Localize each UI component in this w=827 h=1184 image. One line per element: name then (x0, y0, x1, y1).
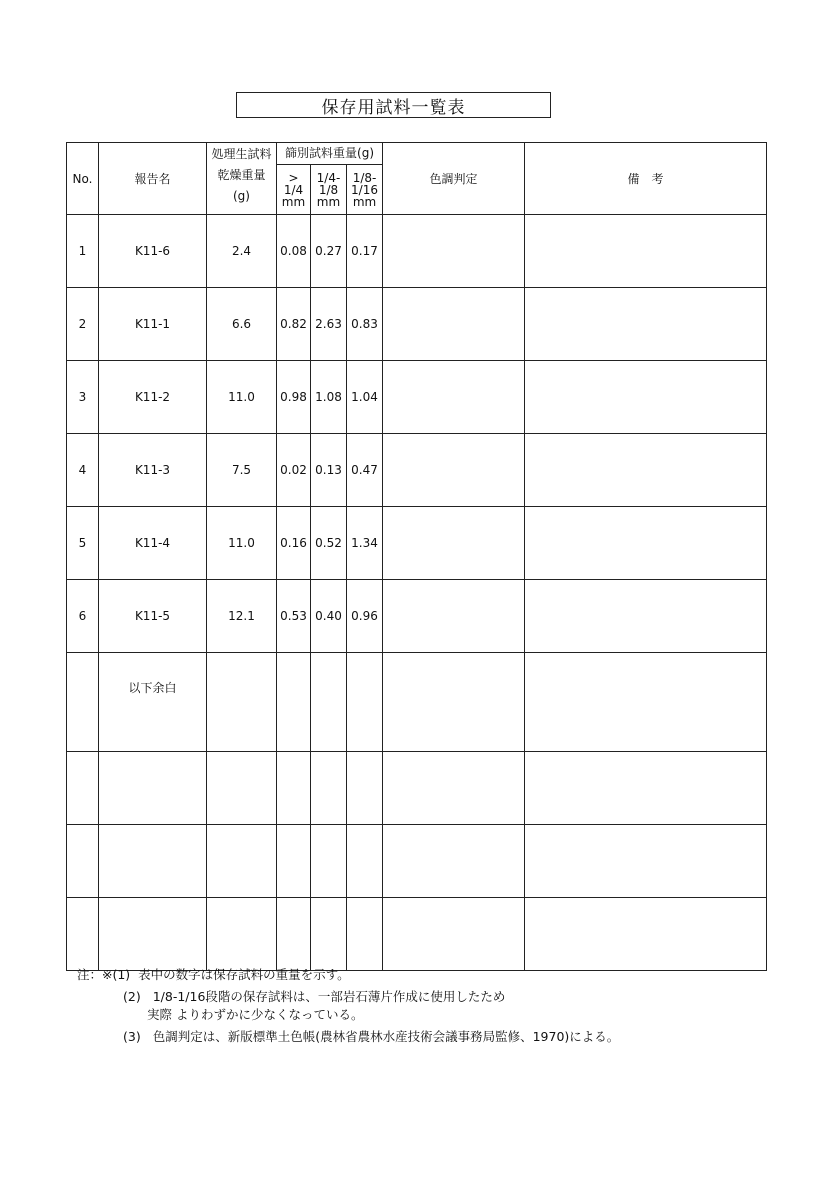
cell-no: 2 (67, 288, 99, 361)
cell-no: 3 (67, 361, 99, 434)
cell-no: 1 (67, 215, 99, 288)
cell-remarks (525, 898, 767, 971)
cell-sieve-3: 1.34 (347, 507, 383, 580)
title-text: 保存用試料一覧表 (321, 97, 466, 118)
cell-color (383, 215, 525, 288)
header-dry-weight-line3: (g) (233, 189, 250, 203)
cell-color (383, 507, 525, 580)
table-row (67, 361, 767, 434)
header-sieve-weight: 篩別試料重量(g) (277, 143, 383, 165)
header-sieve-col3 (347, 165, 383, 215)
cell-sieve-3: 0.83 (347, 288, 383, 361)
sieve-col1-line3: mm (281, 194, 306, 209)
cell-sieve-2: 0.40 (311, 580, 347, 653)
cell-sieve-2: 2.63 (311, 288, 347, 361)
note-2-number: (2) (123, 989, 141, 1004)
cell-sieve-1 (277, 825, 311, 898)
cell-report-name: K11-3 (99, 434, 207, 507)
cell-no (67, 825, 99, 898)
cell-sieve-1: 0.82 (277, 288, 311, 361)
cell-remarks (525, 361, 767, 434)
cell-remarks (525, 580, 767, 653)
cell-sieve-2 (311, 898, 347, 971)
notes-section (77, 966, 797, 1046)
cell-no: 5 (67, 507, 99, 580)
cell-color (383, 653, 525, 752)
sample-table (66, 142, 767, 971)
cell-color (383, 434, 525, 507)
sieve-col1-line1: > (288, 170, 299, 185)
cell-color (383, 361, 525, 434)
cell-no (67, 653, 99, 752)
note-1 (77, 966, 797, 984)
cell-sieve-1 (277, 653, 311, 752)
sieve-col3-line2: 1/16 (351, 182, 378, 197)
cell-sieve-2: 0.52 (311, 507, 347, 580)
cell-sieve-3: 0.17 (347, 215, 383, 288)
sieve-col3-line3: mm (352, 194, 377, 209)
cell-sieve-1 (277, 752, 311, 825)
cell-report-name: K11-4 (99, 507, 207, 580)
cell-sieve-3: 1.04 (347, 361, 383, 434)
cell-color (383, 752, 525, 825)
table-row (67, 825, 767, 898)
table-row (67, 215, 767, 288)
cell-report-name (99, 825, 207, 898)
cell-sieve-3: 0.96 (347, 580, 383, 653)
sieve-col3-line1: 1/8- (352, 170, 377, 185)
cell-report-name (99, 752, 207, 825)
cell-dry-weight (207, 898, 277, 971)
cell-color (383, 825, 525, 898)
table-row (67, 898, 767, 971)
cell-remarks (525, 434, 767, 507)
cell-no (67, 898, 99, 971)
cell-color (383, 580, 525, 653)
cell-sieve-2: 0.13 (311, 434, 347, 507)
cell-sieve-3 (347, 653, 383, 752)
header-sieve-col2 (311, 165, 347, 215)
cell-remarks (525, 288, 767, 361)
note-3 (77, 1028, 797, 1046)
cell-sieve-1: 0.16 (277, 507, 311, 580)
table-row (67, 288, 767, 361)
cell-dry-weight: 11.0 (207, 507, 277, 580)
table-row (67, 434, 767, 507)
header-dry-weight (207, 143, 277, 215)
cell-no (67, 752, 99, 825)
cell-dry-weight: 11.0 (207, 361, 277, 434)
note-2-line2: 実際 よりわずかに少なくなっている。 (147, 1007, 364, 1022)
note-2-continuation (77, 1006, 797, 1024)
cell-remarks (525, 752, 767, 825)
cell-remarks (525, 653, 767, 752)
header-dry-weight-line2: 乾燥重量 (217, 168, 266, 182)
header-remarks: 備 考 (525, 143, 767, 215)
table-row (67, 752, 767, 825)
table-row (67, 507, 767, 580)
cell-report-name: K11-2 (99, 361, 207, 434)
note-3-number: (3) (123, 1029, 141, 1044)
cell-sieve-1: 0.02 (277, 434, 311, 507)
sieve-col2-line1: 1/4- (316, 170, 341, 185)
cell-color (383, 898, 525, 971)
sieve-col2-line2: 1/8 (318, 182, 339, 197)
cell-sieve-3: 0.47 (347, 434, 383, 507)
cell-report-name (99, 898, 207, 971)
cell-dry-weight: 7.5 (207, 434, 277, 507)
header-sieve-col1 (277, 165, 311, 215)
note-1-text: 表中の数字は保存試料の重量を示す。 (138, 967, 350, 982)
cell-remarks (525, 825, 767, 898)
header-dry-weight-line1: 処理生試料 (211, 147, 272, 161)
note-2 (77, 988, 797, 1006)
sieve-col1-line2: 1/4 (283, 182, 304, 197)
cell-color (383, 288, 525, 361)
cell-no: 4 (67, 434, 99, 507)
cell-dry-weight (207, 653, 277, 752)
cell-sieve-2 (311, 653, 347, 752)
cell-remarks (525, 507, 767, 580)
cell-dry-weight (207, 752, 277, 825)
sieve-col2-line3: mm (316, 194, 341, 209)
cell-sieve-1: 0.98 (277, 361, 311, 434)
header-no: No. (67, 143, 99, 215)
note-2-line1: 1/8-1/16段階の保存試料は、一部岩石薄片作成に使用したため (152, 989, 506, 1004)
cell-sieve-1: 0.53 (277, 580, 311, 653)
cell-dry-weight (207, 825, 277, 898)
header-color: 色調判定 (383, 143, 525, 215)
cell-report-name: K11-1 (99, 288, 207, 361)
cell-sieve-2 (311, 752, 347, 825)
cell-sieve-2 (311, 825, 347, 898)
cell-sieve-3 (347, 898, 383, 971)
table-row (67, 653, 767, 752)
cell-sieve-3 (347, 752, 383, 825)
cell-dry-weight: 6.6 (207, 288, 277, 361)
cell-report-name: K11-5 (99, 580, 207, 653)
cell-sieve-1 (277, 898, 311, 971)
cell-dry-weight: 2.4 (207, 215, 277, 288)
note-prefix: 注：※(1) (77, 967, 131, 982)
cell-sieve-2: 1.08 (311, 361, 347, 434)
cell-dry-weight: 12.1 (207, 580, 277, 653)
header-report-name: 報告名 (99, 143, 207, 215)
table-body (67, 215, 767, 971)
table-header (67, 143, 767, 215)
cell-no: 6 (67, 580, 99, 653)
note-3-text: 色調判定は、新版標準土色帳(農林省農林水産技術会議事務局監修、1970)による。 (152, 1029, 620, 1044)
cell-sieve-1: 0.08 (277, 215, 311, 288)
cell-report-name: 以下余白 (99, 653, 207, 752)
table-row (67, 580, 767, 653)
cell-sieve-2: 0.27 (311, 215, 347, 288)
document-title (236, 92, 551, 118)
cell-remarks (525, 215, 767, 288)
cell-sieve-3 (347, 825, 383, 898)
cell-report-name: K11-6 (99, 215, 207, 288)
